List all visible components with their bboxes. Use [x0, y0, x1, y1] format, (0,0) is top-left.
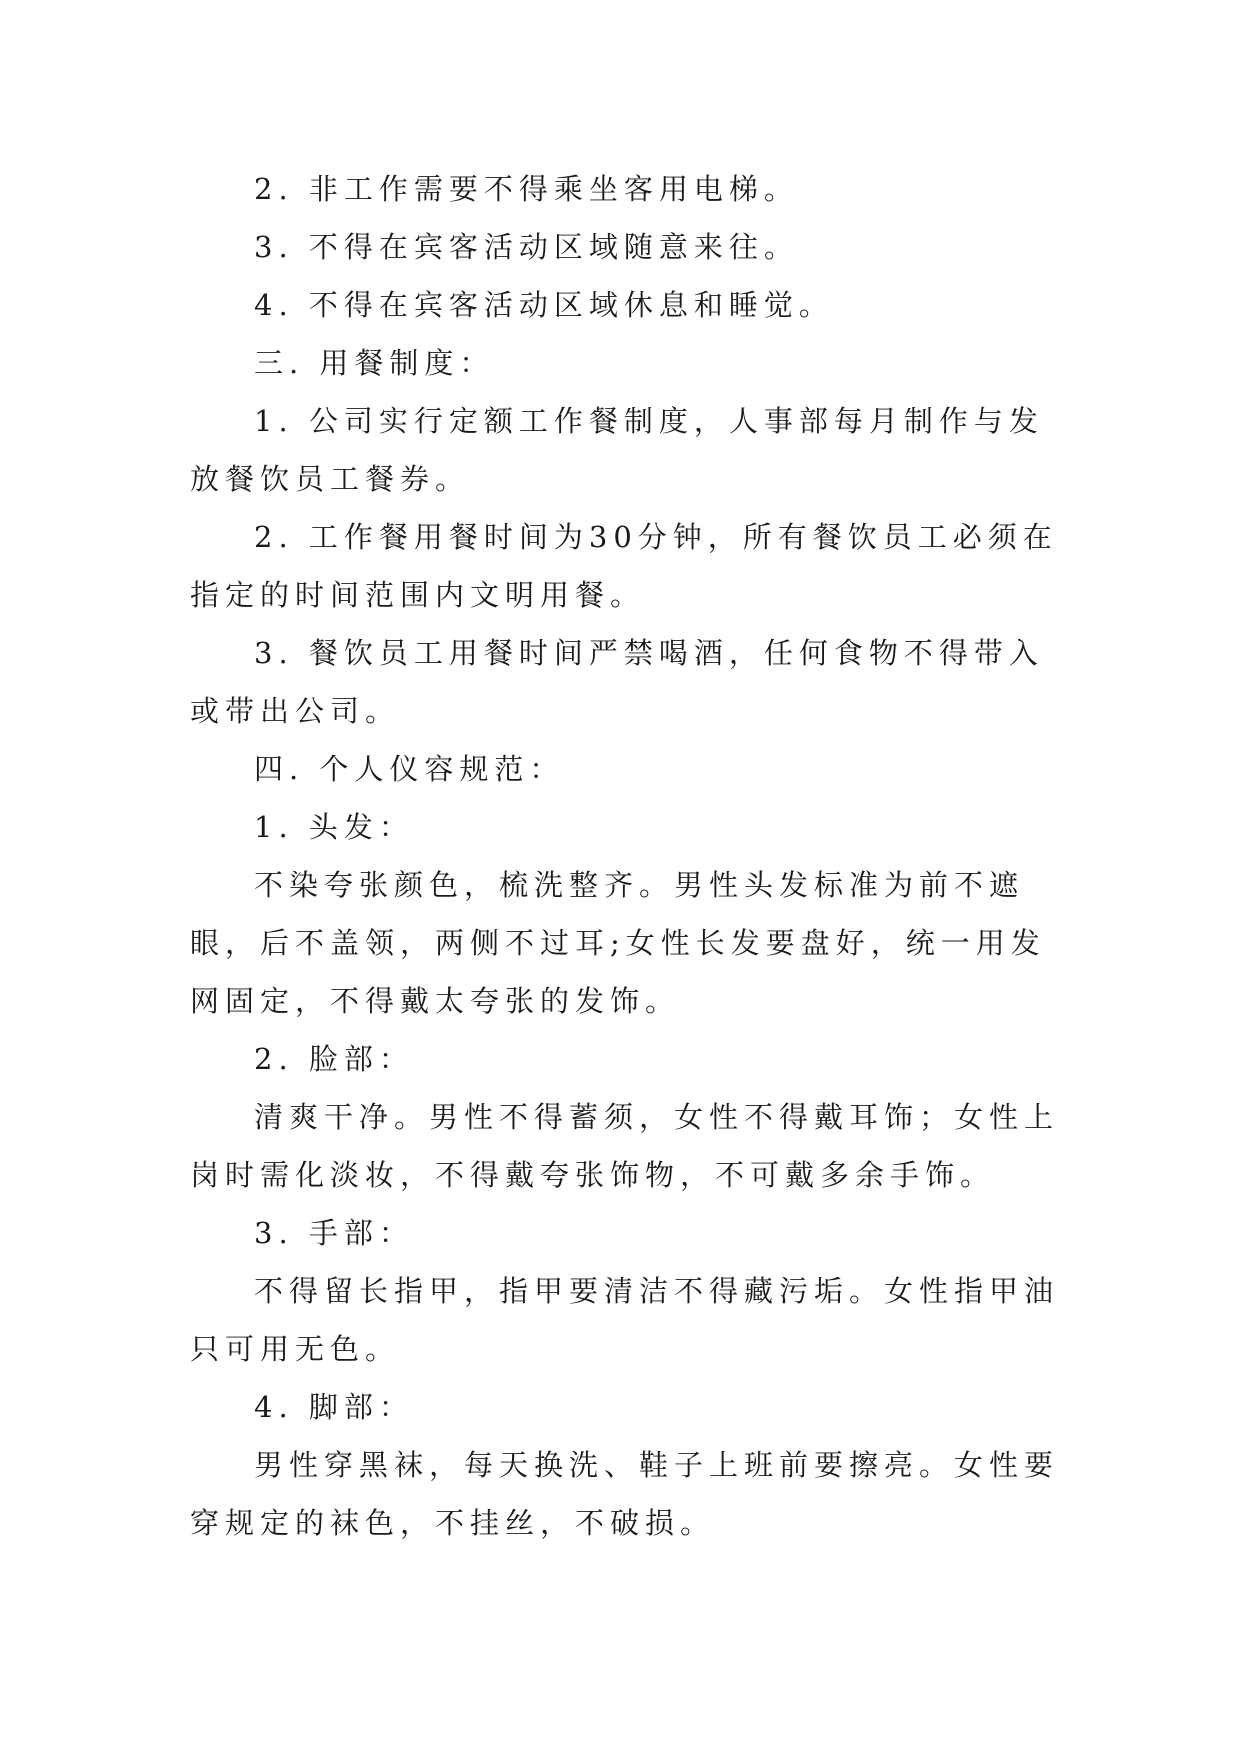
grooming-text-hands: 不得留长指甲，指甲要清洁不得藏污垢。女性指甲油只可用无色。	[190, 1274, 1060, 1366]
meal-rule-vouchers: 1. 公司实行定额工作餐制度，人事部每月制作与发放餐饮员工餐券。	[190, 404, 1044, 496]
grooming-subheading-hair: 1. 头发：	[254, 810, 414, 844]
section-heading-meals: 三. 用餐制度：	[254, 346, 495, 380]
meal-rule-alcohol: 3. 餐饮员工用餐时间严禁喝酒，任何食物不得带入或带出公司。	[190, 636, 1044, 728]
document-body	[190, 160, 1060, 1552]
rule-item-elevator: 2. 非工作需要不得乘坐客用电梯。	[254, 172, 799, 206]
meal-rule-duration: 2. 工作餐用餐时间为30分钟，所有餐饮员工必须在指定的时间范围内文明用餐。	[190, 520, 1058, 612]
rule-item-guest-area-passage: 3. 不得在宾客活动区域随意来往。	[254, 230, 799, 264]
grooming-text-face: 清爽干净。男性不得蓄须，女性不得戴耳饰；女性上岗时需化淡妆，不得戴夸张饰物，不可戴多余手饰。	[190, 1100, 1060, 1192]
rule-item-guest-area-rest: 4. 不得在宾客活动区域休息和睡觉。	[254, 288, 834, 322]
grooming-text-feet: 男性穿黑袜，每天换洗、鞋子上班前要擦亮。女性要穿规定的袜色，不挂丝，不破损。	[190, 1448, 1060, 1540]
grooming-subheading-hands: 3. 手部：	[254, 1216, 414, 1250]
grooming-subheading-feet: 4. 脚部：	[254, 1390, 414, 1424]
grooming-text-hair: 不染夸张颜色，梳洗整齐。男性头发标准为前不遮眼，后不盖领，两侧不过耳;女性长发要盘好，统一用发网固定，不得戴太夸张的发饰。	[190, 868, 1046, 1018]
grooming-subheading-face: 2. 脸部：	[254, 1042, 414, 1076]
section-heading-grooming: 四. 个人仪容规范：	[254, 752, 565, 786]
